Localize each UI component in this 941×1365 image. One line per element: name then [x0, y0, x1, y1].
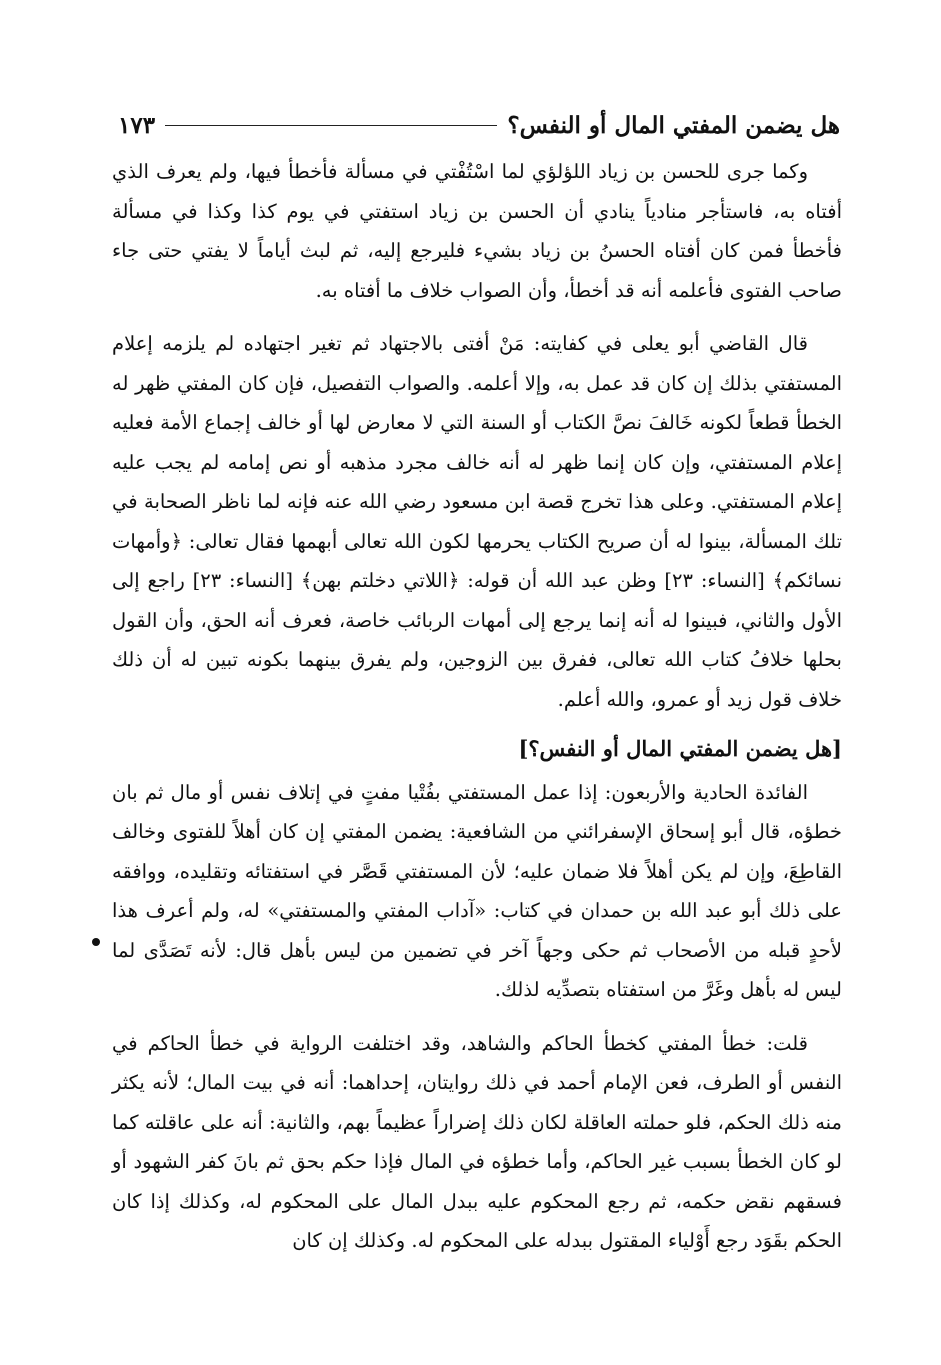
- margin-dot-mark: [92, 938, 100, 946]
- page-body: [112, 152, 842, 1261]
- running-header: [118, 108, 840, 142]
- paragraph-1: وكما جرى للحسن بن زياد اللؤلؤي لما اسْتُفْتي في مسألة فأخطأ فيها، ولم يعرف الذي أفتاه به، فاستأجر منادياً ينادي أن الحسن بن زياد استفتي في يوم كذا وكذا في مسألة فأخطأ فمن كان أفتاه الحسنُ بن زياد بشيء فليرجع إليه، ثم لبث أياماً لا يفتي حتى جاء صاحب الفتوى فأعلمه أنه قد أخطأ، وأن الصواب خلاف ما أفتاه به.: [112, 160, 842, 302]
- header-title: هل يضمن المفتي المال أو النفس؟: [507, 111, 840, 139]
- section-heading: [هل يضمن المفتي المال أو النفس؟]: [518, 736, 842, 761]
- header-rule: [165, 125, 497, 126]
- paragraph-2: قال القاضي أبو يعلى في كفايته: مَنْ أفتى بالاجتهاد ثم تغير اجتهاده لم يلزمه إعلام المستفتي بذلك إن كان قد عمل به، وإلا أعلمه. والصواب التفصيل، فإن كان المفتي ظهر له الخطأ قطعاً لكونه خَالفَ نصَّ الكتاب أو السنة التي لا معارض لها أو خالف إجماع الأمة فعليه إعلام المستفتي، وإن كان إنما ظهر له أنه خالف مجرد مذهبه أو نص إمامه لم يجب عليه إعلام المستفتي. وعلى هذا تخرج قصة ابن مسعود رضي الله عنه فإنه لما ناظر الصحابة في تلك المسألة، بينوا له أن صريح الكتاب يحرمها لكون الله تعالى أبهمها فقال تعالى: ﴿وأمهات نسائكم﴾ [النساء: ٢٣] وظن عبد الله أن قوله: ﴿اللاتي دخلتم بهن﴾ [النساء: ٢٣] راجع إلى الأول والثاني، فبينوا له أنه إنما يرجع إلى أمهات الربائب خاصة، فعرف أنه الحق، وأن القول بحلها خلافُ كتاب الله تعالى، ففرق بين الزوجين، ولم يفرق بينهما بكونه تبين له أن ذلك خلاف قول زيد أو عمرو، والله أعلم.: [112, 332, 843, 711]
- page-number: ١٧٣: [118, 111, 156, 139]
- paragraph-4: قلت: خطأ المفتي كخطأ الحاكم والشاهد، وقد اختلفت الرواية في خطأ الحاكم في النفس أو الطرف، فعن الإمام أحمد في ذلك روايتان، إحداهما: أنه في بيت المال؛ لأنه يكثر منه ذلك الحكم، فلو حملته العاقلة لكان ذلك إضراراً عظيماً بهم، والثانية: أنه على عاقلته كما لو كان الخطأ بسبب غير الحاكم، وأما خطؤه في المال فإذا حكم بحق ثم بانَ كفر الشهود أو فسقهم نقض حكمه، ثم رجع المحكوم عليه ببدل المال على المحكوم له، وكذلك إذا كان الحكم بقَوَد رجع أَوْلياء المقتول ببدله على المحكوم له. وكذلك إن كان: [112, 1031, 842, 1252]
- paragraph-3: الفائدة الحادية والأربعون: إذا عمل المستفتي بفُتْيا مفتٍ في إتلاف نفس أو مال ثم بان خطؤه، قال أبو إسحاق الإسفرائني من الشافعية: يضمن المفتي إن كان أهلاً للفتوى وخالف القاطِعَ، وإن لم يكن أهلاً فلا ضمان عليه؛ لأن المستفتي قَصَّر في استفتائه وتقليده، ووافقه على ذلك أبو عبد الله بن حمدان في كتاب: «آداب المفتي والمستفتي» له، ولم أعرف هذا لأحدٍ قبله من الأصحاب ثم حكى وجهاً آخر في تضمين من ليس بأهل قال: لأنه تَصَدَّى لما ليس له بأهل وغَرَّ من استفتاه بتصدِّيه لذلك.: [112, 780, 842, 1001]
